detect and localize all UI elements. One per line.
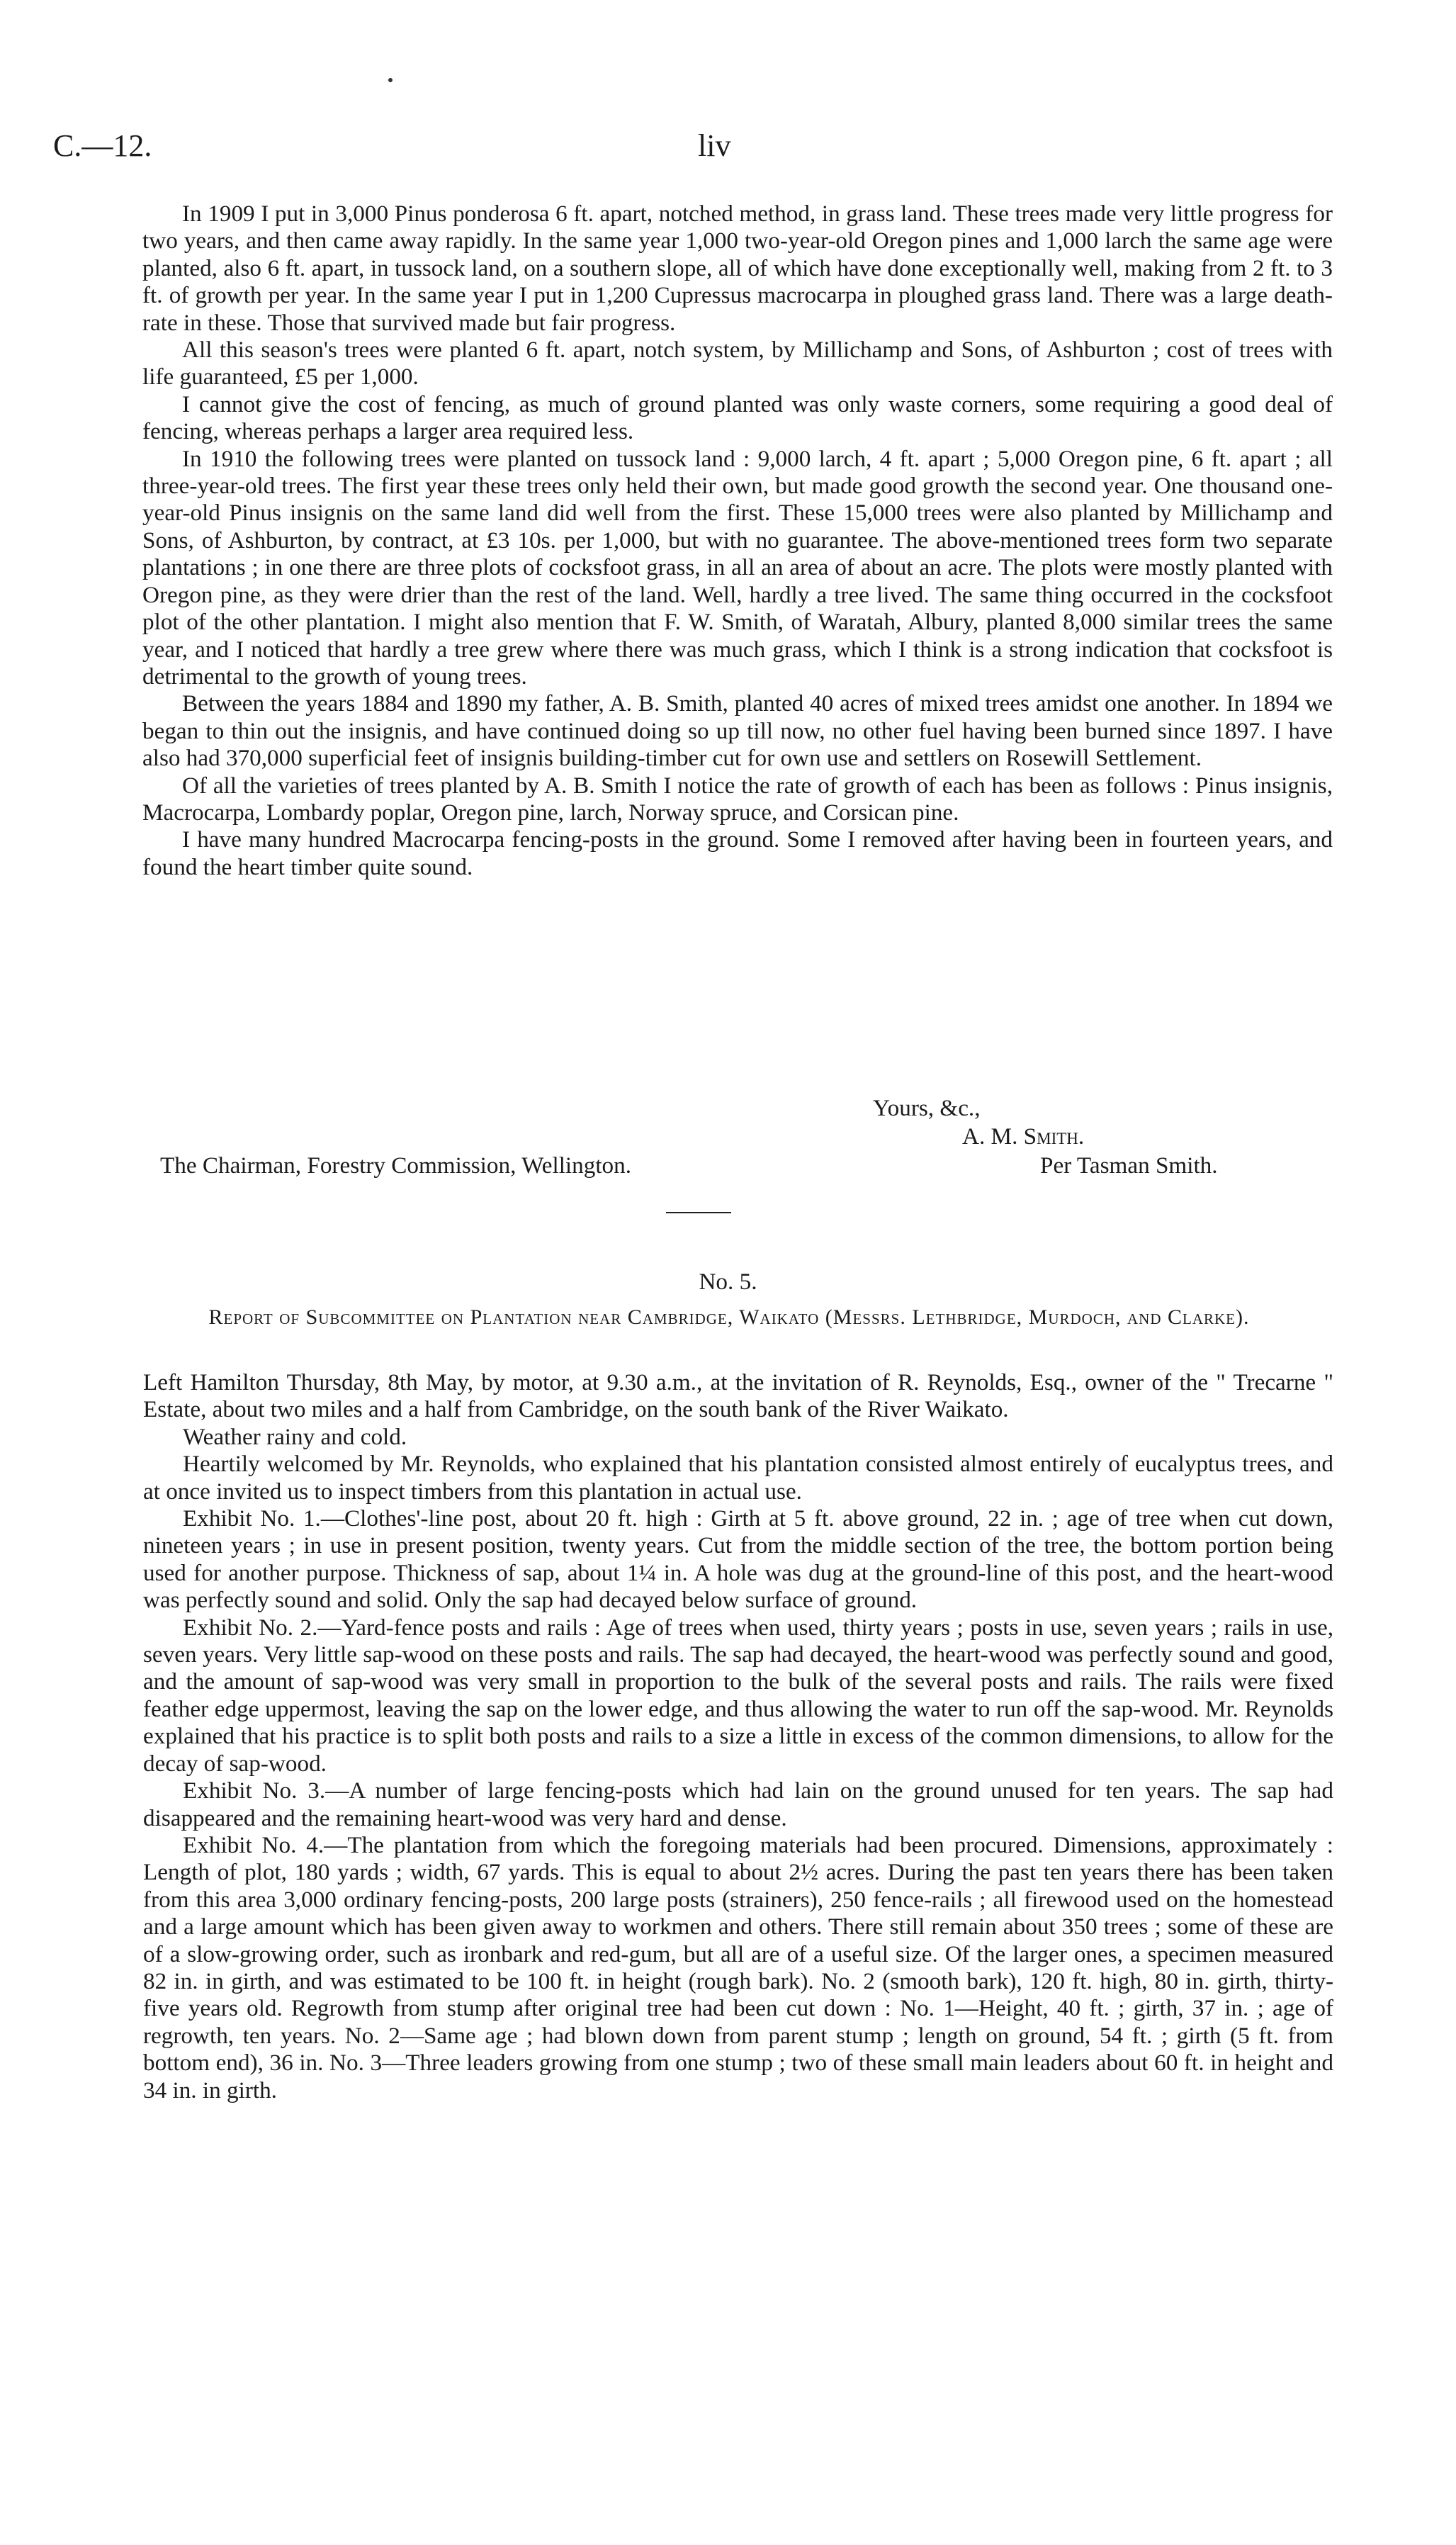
report-paragraph: Weather rainy and cold. <box>183 1423 407 1450</box>
signature-name: A. M. Smith. <box>962 1123 1085 1150</box>
report-paragraph: Exhibit No. 2.—Yard-fence posts and rails : Age of trees when used, thirty years ; posts in use, seven years ; rails in use, seven years. Very little sap-wood on these posts and rails. The sap had decayed, the heart-wood was perfectly sound and good, and the amount of sap-wood was very small in proportion to the bulk of the several posts and rails. The rails were fixed feather edge uppermost, leaving the sap on the lower edge, and thus allowing the water to run off the sap-wood. Mr. Reynolds explained that his practice is to split both posts and rails to a size a little in excess of the common dimensions, to allow for the decay of sap-wood. <box>143 1614 1333 1777</box>
report-paragraph: Left Hamilton Thursday, 8th May, by motor, at 9.30 a.m., at the invitation of R. Reynolds, Esq., owner of the " Trecarne " Estate, about two miles and a half from Cambridge, on the south bank of the River Waikato. <box>143 1369 1333 1423</box>
letter-addressee: The Chairman, Forestry Commission, Wellington. <box>160 1152 632 1179</box>
report-paragraph: Exhibit No. 1.—Clothes'-line post, about 20 ft. high : Girth at 5 ft. above ground, 22 in. ; age of tree when cut down, nineteen years ; in use in present position, twenty years. Cut from the middle section of the tree, the bottom portion being used for another purpose. Thickness of sap, about 1¼ in. A hole was dug at the ground-line of this post, and the heart-wood was perfectly sound and solid. Only the sap had decayed below surface of ground. <box>143 1505 1333 1614</box>
section-divider <box>666 1212 731 1213</box>
letter-paragraph: Between the years 1884 and 1890 my father, A. B. Smith, planted 40 acres of mixed trees amidst one another. In 1894 we began to thin out the insignis, and have continued doing so up till now, no other fuel having been burned since 1897. I have also had 370,000 superficial feet of insignis building-timber cut for own use and settlers on Rosewill Settlement. <box>142 690 1333 772</box>
report-number: No. 5. <box>699 1269 757 1295</box>
report-paragraph: Heartily welcomed by Mr. Reynolds, who explained that his plantation consisted almost entirely of eucalyptus trees, and at once invited us to inspect timbers from this plantation in actual use. <box>143 1451 1333 1505</box>
letter-closing: Yours, &c., <box>873 1095 981 1121</box>
page-number: liv <box>698 128 731 163</box>
letter-paragraph: In 1910 the following trees were planted on tussock land : 9,000 larch, 4 ft. apart ; 5,000 Oregon pine, 6 ft. apart ; all three-year-old trees. The first year these trees only held their own, but made good growth the second year. One thousand one-year-old Pinus insignis on the same land did well from the first. These 15,000 trees were also planted by Millichamp and Sons, of Ashburton, by contract, at £3 10s. per 1,000, but with no guarantee. The above-mentioned trees form two separate plantations ; in one there are three plots of cocksfoot grass, in all an area of about an acre. The plots were mostly planted with Oregon pine, as they were drier than the rest of the land. Well, hardly a tree lived. The same thing occurred in the cocksfoot plot of the other plantation. I might also mention that F. W. Smith, of Waratah, Albury, planted 8,000 similar trees the same year, and I noticed that hardly a tree grew where there was much grass, which I think is a strong indication that cocksfoot is detrimental to the growth of young trees. <box>142 445 1333 690</box>
letter-paragraph: I have many hundred Macrocarpa fencing-posts in the ground. Some I removed after having been in fourteen years, and found the heart timber quite sound. <box>142 826 1333 880</box>
report-paragraph: Exhibit No. 3.—A number of large fencing-posts which had lain on the ground unused for ten years. The sap had disappeared and the remaining heart-wood was very hard and dense. <box>143 1777 1333 1831</box>
letter-body <box>142 201 1333 881</box>
speck-mark <box>388 78 393 82</box>
letter-paragraph: Of all the varieties of trees planted by A. B. Smith I notice the rate of growth of each has been as follows : Pinus insignis, Macrocarpa, Lombardy poplar, Oregon pine, larch, Norway spruce, and Corsican pine. <box>142 772 1333 826</box>
letter-paragraph: All this season's trees were planted 6 ft. apart, notch system, by Millichamp and Sons, of Ashburton ; cost of trees with life guaranteed, £5 per 1,000. <box>142 337 1333 391</box>
report-paragraph: Exhibit No. 4.—The plantation from which the foregoing materials had been procured. Dimensions, approximately : Length of plot, 180 yards ; width, 67 yards. This is equal to about 2½ acres. During the past ten years there has been taken from this area 3,000 ordinary fencing-posts, 200 large posts (strainers), 250 fence-rails ; all firewood used on the homestead and a large amount which has been given away to workmen and others. There still remain about 350 trees ; some of these are of a slow-growing order, such as ironbark and red-gum, but all are of a useful size. Of the larger ones, a specimen measured 82 in. in girth, and was estimated to be 100 ft. in height (rough bark). No. 2 (smooth bark), 120 ft. high, 80 in. girth, thirty-five years old. Regrowth from stump after original tree had been cut down : No. 1—Height, 40 ft. ; girth, 37 in. ; age of regrowth, ten years. No. 2—Same age ; had blown down from parent stump ; length on ground, 54 ft. ; girth (5 ft. from bottom end), 36 in. No. 3—Three leaders growing from one stump ; two of these small main leaders about 60 ft. in height and 34 in. in girth. <box>143 1831 1333 2103</box>
letter-paragraph: I cannot give the cost of fencing, as much of ground planted was only waste corners, some requiring a good deal of fencing, whereas perhaps a larger area required less. <box>142 391 1333 445</box>
letter-paragraph: In 1909 I put in 3,000 Pinus ponderosa 6 ft. apart, notched method, in grass land. These trees made very little progress for two years, and then came away rapidly. In the same year 1,000 two-year-old Oregon pines and 1,000 larch the same age were planted, also 6 ft. apart, in tussock land, on a southern slope, all of which have done exceptionally well, making from 2 ft. to 3 ft. of growth per year. In the same year I put in 1,200 Cupressus macrocarpa in ploughed grass land. There was a large death-rate in these. Those that survived made but fair progress. <box>142 201 1333 336</box>
report-title: Report of Subcommittee on Plantation near Cambridge, Waikato (Messrs. Lethbridge, Murdoch, and Clarke). <box>208 1305 1250 1329</box>
doc-code: C.—12. <box>53 128 152 163</box>
report-body <box>143 1369 1333 2104</box>
signature-per: Per Tasman Smith. <box>1040 1152 1218 1179</box>
